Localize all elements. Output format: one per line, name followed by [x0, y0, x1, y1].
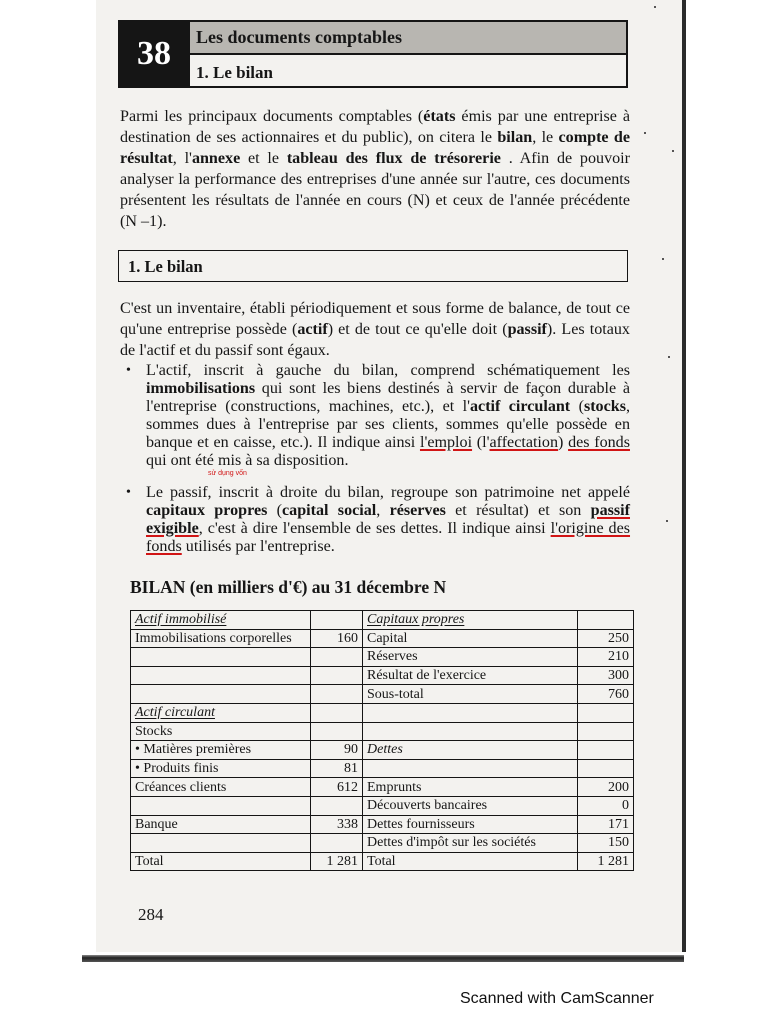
table-cell: 338 — [311, 815, 363, 834]
section-title: 1. Le bilan — [128, 257, 203, 276]
table-cell — [578, 722, 634, 741]
scan-edge-line — [82, 955, 684, 962]
table-cell: 81 — [311, 759, 363, 778]
table-cell: Capital — [363, 629, 578, 648]
table-row — [131, 741, 634, 760]
table-cell — [131, 685, 311, 704]
table-cell — [578, 703, 634, 722]
table-cell — [311, 703, 363, 722]
table-cell — [311, 611, 363, 630]
table-cell: Sous-total — [363, 685, 578, 704]
bullet-dot-icon: • — [126, 363, 131, 378]
table-cell — [578, 759, 634, 778]
table-cell — [131, 834, 311, 853]
table-row — [131, 611, 634, 630]
table-cell: Actif immobilisé — [131, 611, 311, 630]
table-cell: Dettes d'impôt sur les sociétés — [363, 834, 578, 853]
table-row — [131, 629, 634, 648]
table-cell: 250 — [578, 629, 634, 648]
table-cell — [578, 611, 634, 630]
table-cell — [311, 648, 363, 667]
table-cell — [363, 759, 578, 778]
table-cell — [363, 703, 578, 722]
scan-speck — [654, 6, 656, 8]
table-cell: Stocks — [131, 722, 311, 741]
table-cell — [311, 685, 363, 704]
table-cell: 612 — [311, 778, 363, 797]
table-cell — [311, 796, 363, 815]
table-row — [131, 852, 634, 871]
table-cell: Résultat de l'exercice — [363, 666, 578, 685]
bullet-list — [120, 362, 630, 570]
scanner-watermark: Scanned with CamScanner — [460, 990, 654, 1007]
table-cell: 300 — [578, 666, 634, 685]
table-row — [131, 815, 634, 834]
table-cell: • Produits finis — [131, 759, 311, 778]
table-cell: Banque — [131, 815, 311, 834]
table-cell: 1 281 — [578, 852, 634, 871]
table-cell: 210 — [578, 648, 634, 667]
chapter-number: 38 — [118, 20, 190, 88]
table-row — [131, 796, 634, 815]
table-cell: Immobilisations corporelles — [131, 629, 311, 648]
table-cell: 171 — [578, 815, 634, 834]
table-cell: 1 281 — [311, 852, 363, 871]
table-cell: 760 — [578, 685, 634, 704]
page-number: 284 — [138, 905, 164, 924]
table-cell — [578, 741, 634, 760]
table-cell: Total — [131, 852, 311, 871]
table-cell: Créances clients — [131, 778, 311, 797]
table-cell: 160 — [311, 629, 363, 648]
table-cell: 200 — [578, 778, 634, 797]
table-row — [131, 722, 634, 741]
table-cell: Dettes — [363, 741, 578, 760]
table-row — [131, 648, 634, 667]
table-cell: Découverts bancaires — [363, 796, 578, 815]
definition-paragraph: C'est un inventaire, établi périodiquement et sous forme de balance, de tout ce qu'une entreprise possède (actif) et de tout ce qu'elle doit (passif). Les totaux de l'actif et du passif sont égaux. — [120, 300, 630, 359]
handwritten-annotation: sử dụng vốn — [208, 470, 247, 477]
page-edge — [682, 0, 686, 952]
table-cell — [363, 722, 578, 741]
table-row — [131, 666, 634, 685]
table-cell — [311, 722, 363, 741]
table-cell: Actif circulant — [131, 703, 311, 722]
table-row — [131, 834, 634, 853]
chapter-subtitle: 1. Le bilan — [196, 63, 273, 82]
table-cell — [131, 648, 311, 667]
scan-speck — [644, 132, 646, 134]
bullet-dot-icon: • — [126, 485, 131, 500]
scan-speck — [672, 150, 674, 152]
chapter-title: Les documents comptables — [196, 27, 402, 47]
scan-speck — [666, 520, 668, 522]
scan-speck — [668, 356, 670, 358]
intro-paragraph: Parmi les principaux documents comptables (états émis par une entreprise à destination de ses actionnaires et du public), on citera le bilan, le compte de résultat, l'annexe et le tableau des flux de trésorerie . Afin de pouvoir analyser la performance des entreprises d'une année sur l'autre, ces documents présentent les résultats de l'année en cours (N) et ceux de l'année précédente (N –1). — [120, 108, 631, 230]
table-cell — [311, 666, 363, 685]
table-cell: Dettes fournisseurs — [363, 815, 578, 834]
scan-speck — [662, 258, 664, 260]
balance-sheet-title: BILAN (en milliers d'€) au 31 décembre N — [130, 577, 447, 597]
table-row — [131, 703, 634, 722]
balance-sheet-table — [130, 610, 634, 871]
table-cell — [311, 834, 363, 853]
table-cell — [131, 796, 311, 815]
table-cell: 0 — [578, 796, 634, 815]
table-row — [131, 685, 634, 704]
bullet-actif: • L'actif, inscrit à gauche du bilan, comprend schématiquement les immobilisations qui sont les biens destinés à servir de façon durable à l'entreprise (constructions, machines, etc.), et l'actif circulant (stocks, sommes dues à l'entreprise par ses clients, sommes qu'elle possède en banque et en caisse, etc.). Il indique ainsi l'emploi (l'affectation) des fonds qui ont été mis à sa disposition. — [126, 362, 630, 469]
bullet-passif: • Le passif, inscrit à droite du bilan, regroupe son patrimoine net appelé capitaux propres (capital social, réserves et résultat) et son passif exigible, c'est à dire l'ensemble de ses dettes. Il indique ainsi l'origine des fonds utilisés par l'entreprise. — [126, 484, 631, 555]
table-row — [131, 778, 634, 797]
table-cell: • Matières premières — [131, 741, 311, 760]
table-cell: Capitaux propres — [363, 611, 578, 630]
table-cell: Total — [363, 852, 578, 871]
table-cell — [131, 666, 311, 685]
table-cell: Emprunts — [363, 778, 578, 797]
table-cell: 150 — [578, 834, 634, 853]
table-row — [131, 759, 634, 778]
table-cell: Réserves — [363, 648, 578, 667]
table-cell: 90 — [311, 741, 363, 760]
